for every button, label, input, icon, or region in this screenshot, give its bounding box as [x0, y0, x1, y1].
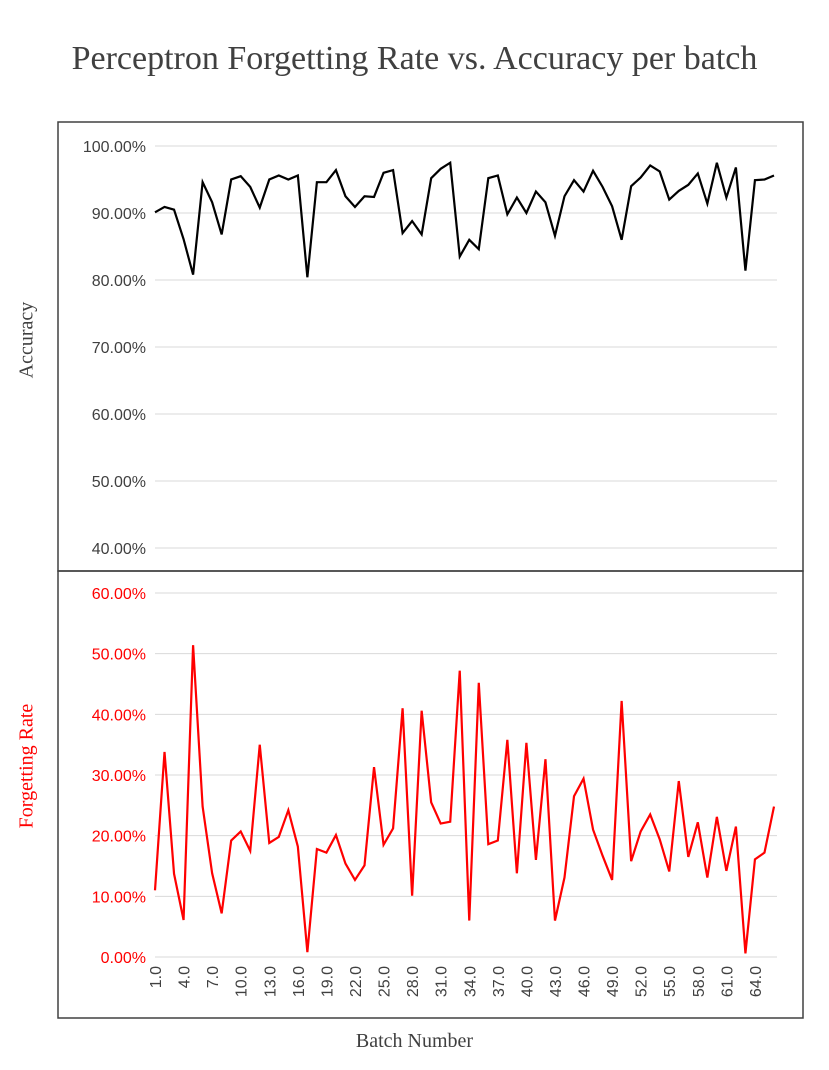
y-tick-label: 40.00% [91, 541, 146, 558]
x-tick-label: 58.0 [690, 966, 708, 998]
chart-title: Perceptron Forgetting Rate vs. Accuracy per batch [71, 40, 758, 77]
x-tick-label: 61.0 [719, 966, 737, 998]
forgetting-rate-panel [58, 571, 803, 1018]
y-tick-label: 30.00% [91, 768, 146, 785]
x-tick-label: 43.0 [547, 966, 565, 998]
x-tick-label: 40.0 [519, 966, 537, 998]
x-tick-label: 46.0 [576, 966, 594, 998]
x-tick-label: 28.0 [405, 966, 423, 998]
x-axis-title: Batch Number [355, 1030, 474, 1052]
y-tick-label: 40.00% [91, 707, 146, 725]
x-tick-label: 64.0 [747, 966, 765, 998]
accuracy-axis-title: Accuracy [15, 301, 38, 379]
series-line-0 [155, 163, 774, 278]
x-tick-label: 34.0 [462, 966, 480, 998]
series-line-1 [155, 645, 774, 953]
y-tick-label: 80.00% [91, 273, 146, 290]
accuracy-panel [58, 122, 803, 571]
x-tick-label: 55.0 [662, 966, 680, 998]
y-tick-label: 20.00% [91, 828, 146, 846]
x-tick-label: 37.0 [490, 966, 508, 998]
y-tick-label: 90.00% [91, 206, 146, 223]
x-tick-label: 16.0 [290, 966, 308, 998]
x-tick-label: 13.0 [262, 966, 280, 998]
x-tick-label: 10.0 [233, 966, 251, 998]
y-tick-label: 100.00% [82, 139, 146, 156]
x-tick-label: 1.0 [148, 966, 165, 989]
y-tick-label: 60.00% [91, 407, 146, 424]
x-tick-label: 7.0 [205, 966, 223, 989]
forgetting-rate-axis-title: Forgetting Rate [15, 703, 38, 829]
x-tick-label: 49.0 [605, 966, 623, 998]
x-tick-label: 31.0 [433, 966, 451, 998]
x-tick-label: 4.0 [176, 966, 194, 989]
y-tick-label: 70.00% [91, 340, 146, 357]
x-tick-label: 25.0 [376, 966, 394, 998]
y-tick-label: 0.00% [100, 950, 146, 967]
x-tick-label: 52.0 [633, 966, 651, 998]
y-tick-label: 60.00% [91, 586, 146, 603]
x-tick-label: 22.0 [347, 966, 365, 998]
y-tick-label: 50.00% [91, 646, 146, 664]
x-tick-label: 19.0 [319, 966, 337, 998]
y-tick-label: 50.00% [91, 474, 146, 491]
y-tick-label: 10.00% [91, 889, 146, 907]
